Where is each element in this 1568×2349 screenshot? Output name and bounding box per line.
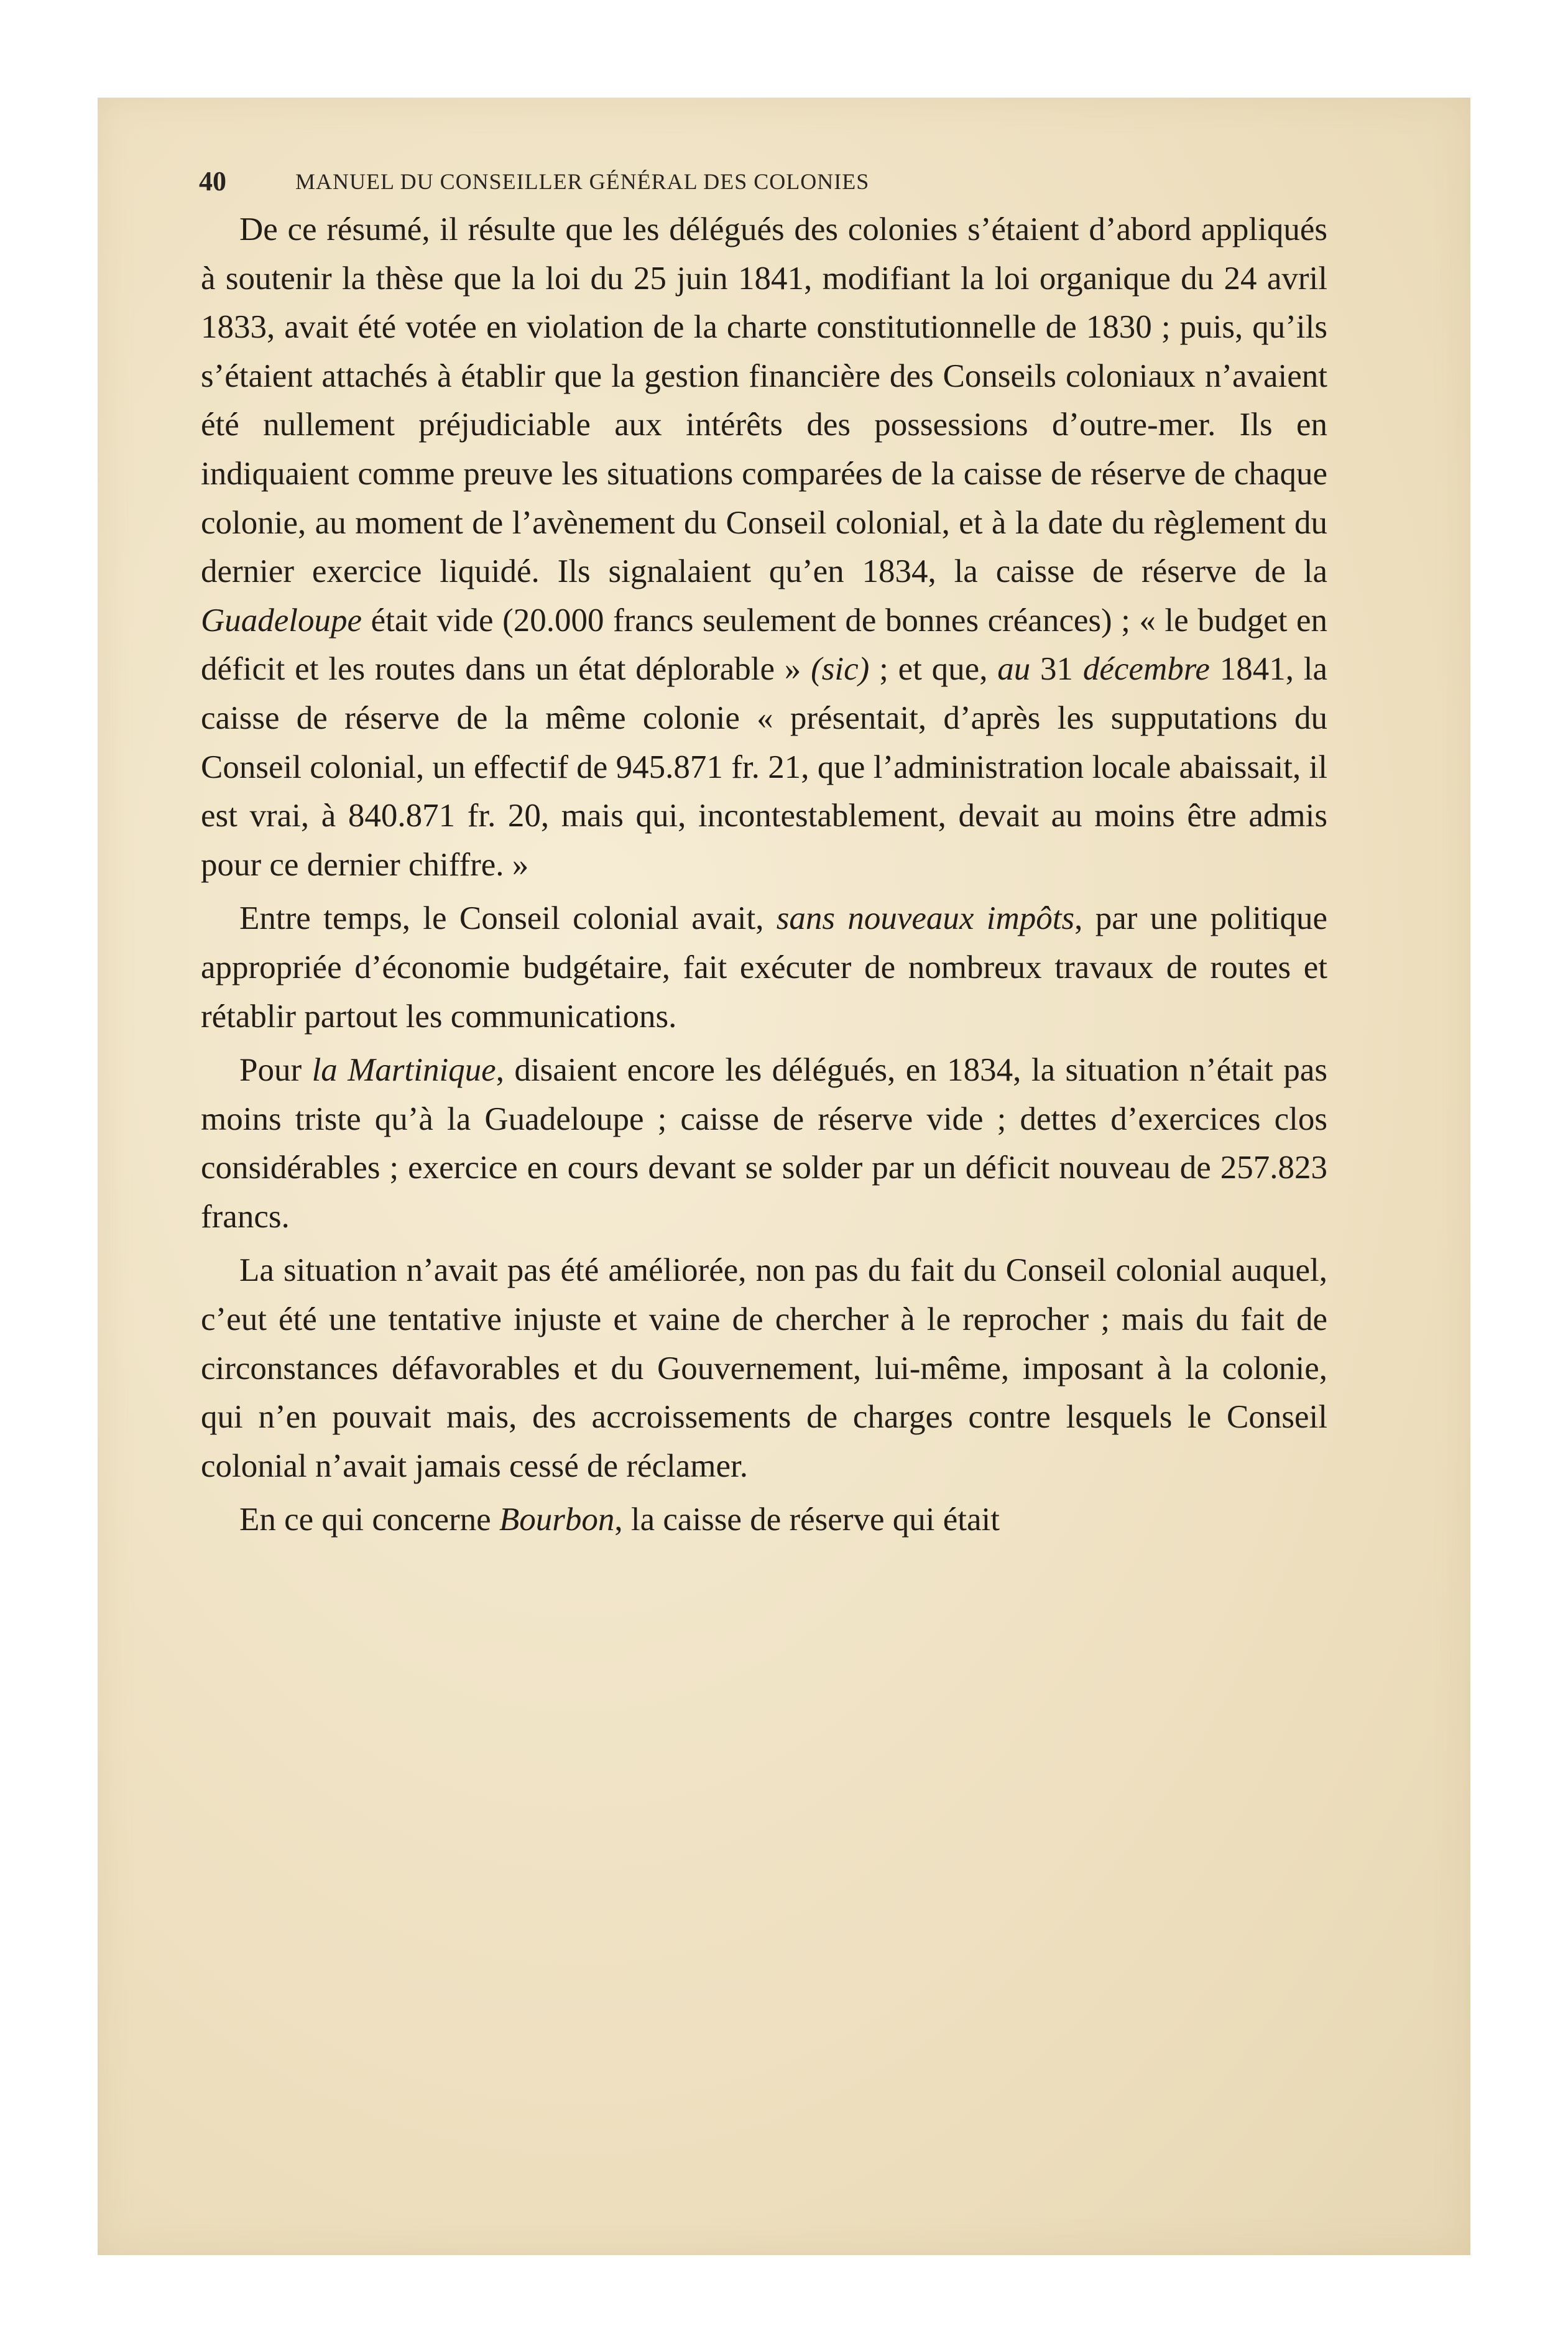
italic-text: décembre [1082,651,1210,688]
italic-text: la Martinique [311,1052,496,1089]
paragraph [201,205,1327,889]
italic-text: (sic) [811,651,870,688]
text-run: 31 [1030,651,1083,688]
text-run: , par une politique appropriée d’économie budgétaire, fait exécuter de nombreux travaux de routes et rétablir partout les communications. [201,900,1327,1035]
text-run: Entre temps, le Conseil colonial avait, [239,900,777,937]
italic-text: Bourbon [499,1502,615,1538]
italic-text: sans nouveaux impôts [776,900,1075,937]
page-number: 40 [199,166,226,196]
body-text [201,205,1327,1544]
text-run: , disaient encore les délégués, en 1834, la situation n’était pas moins triste qu’à la Guadeloupe ; caisse de réserve vide ; dettes d’exercices clos considérables ; exercice en cours devant se solder par un déficit nouveau de 257.823 francs. [201,1052,1327,1235]
page-header [199,163,1132,200]
paragraph [201,894,1327,1041]
italic-text: Guadeloupe [201,602,362,639]
text-run: , la caisse de réserve qui était [614,1502,1000,1538]
text-run: La situation n’avait pas été améliorée, non pas du fait du Conseil colonial auquel, c’eut été une tentative injuste et vaine de chercher à le reprocher ; mais du fait de circonstances défavorables et du Gouvernement, lui-même, imposant à la colonie, qui n’en pouvait mais, des accroissements de charges contre lesquels le Conseil colonial n’avait jamais cessé de réclamer. [201,1252,1327,1484]
text-run: De ce résumé, il résulte que les délégués des colonies s’étaient d’abord appliqués à soutenir la thèse que la loi du 25 juin 1841, modifiant la loi organique du 24 avril 1833, avait été votée en violation de la charte constitutionnelle de 1830 ; puis, qu’ils s’étaient attachés à établir que la gestion financière des Conseils coloniaux n’avaient été nullement préjudiciable aux intérêts des possessions d’outre-mer. Ils en indiquaient comme preuve les situations comparées de la caisse de réserve de chaque colonie, au moment de l’avènement du Conseil colonial, et à la date du règlement du dernier exercice liquidé. Ils signalaient qu’en 1834, la caisse de réserve de la [201,211,1327,590]
text-run: 1841, la caisse de réserve de la même colonie « présentait, d’après les supputations du Conseil colonial, un effectif de 945.871 fr. 21, que l’administration locale abaissait, il est vrai, à 840.871 fr. 20, mais qui, incontestablement, devait au moins être admis pour ce dernier chiffre. » [201,651,1328,883]
text-run: Pour [239,1052,312,1089]
paragraph [201,1246,1327,1490]
text-run: ; et que, [869,651,998,688]
paragraph [201,1046,1327,1241]
paragraph [201,1495,1327,1544]
italic-text: au [997,651,1031,688]
text-run: En ce qui concerne [239,1502,499,1538]
running-title: MANUEL DU CONSEILLER GÉNÉRAL DES COLONIES [295,169,870,194]
text-run: était vide (20.000 francs seulement de bonnes créances) ; « le budget en déficit et les routes dans un état déplorable » [201,602,1327,688]
